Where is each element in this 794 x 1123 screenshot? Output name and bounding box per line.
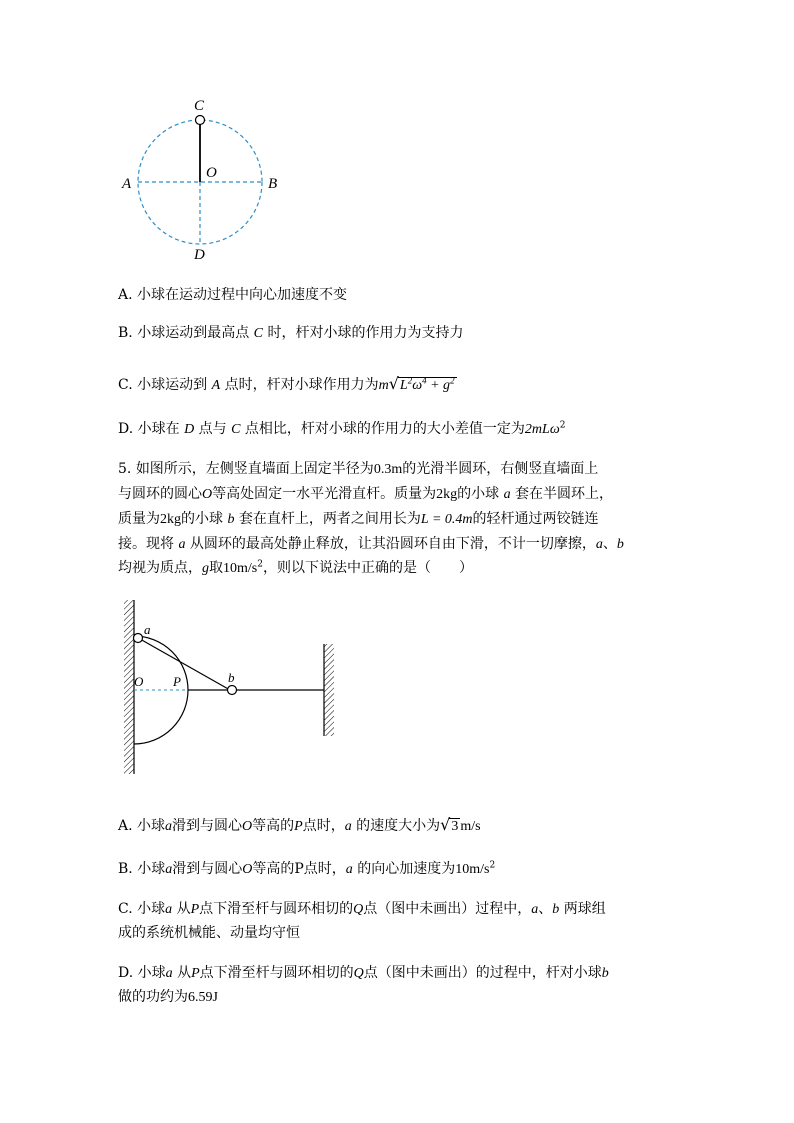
ball-b — [228, 686, 237, 695]
label-O: O — [134, 674, 144, 689]
label-a: a — [144, 622, 151, 637]
label-A: A — [122, 176, 132, 192]
ball — [196, 116, 205, 125]
q5-option-d-line-2: 做的功约为6.59J — [118, 989, 218, 1005]
q4-option-d: D. 小球在 D 点与 C 点相比，杆对小球的作用力的大小差值一定为2mLω$^2$ — [118, 420, 566, 437]
q5-line-5: 均视为质点，g取$10m/s^2$，则以下说法中正确的是（ ） — [118, 559, 473, 576]
circular-motion-figure — [110, 90, 300, 270]
label-b: b — [228, 670, 235, 685]
q5-line-2: 与圆环的圆心O等高处固定一水平光滑直杆。质量为2kg的小球 a 套在半圆环上， — [118, 486, 614, 502]
left-wall — [124, 600, 134, 774]
label-B: B — [268, 176, 278, 192]
light-rod — [140, 639, 230, 690]
q5-option-c: C. 小球a 从P点下滑至杆与圆环相切的Q点（图中未画出）过程中，a、b 两球组 — [118, 901, 606, 917]
q5-line-1: 5. 如图所示，左侧竖直墙面上固定半径为0.3m的光滑半圆环，右侧竖直墙面上 — [118, 461, 599, 477]
semicircle-rod-figure — [118, 598, 348, 778]
label-O: O — [206, 165, 217, 181]
q5-line-4: 接。现将 a 从圆环的最高处静止释放，让其沿圆环自由下滑，不计一切摩擦，a、b — [118, 536, 624, 552]
ball-a — [134, 634, 143, 643]
q4-option-c: C. 小球运动到 A 点时，杆对小球作用力为$m√L^2\omega^4 + g^2$ — [118, 374, 455, 393]
q5-option-d: D. 小球a 从P点下滑至杆与圆环相切的Q点（图中未画出）的过程中，杆对小球b — [118, 965, 609, 981]
label-P: P — [173, 674, 181, 689]
right-wall — [324, 644, 334, 736]
q5-option-a: A. 小球a滑到与圆心O等高的P点时，a 的速度大小为√3 m/s — [118, 815, 481, 834]
q5-option-c-line-2: 成的系统机械能、动量均守恒 — [118, 925, 300, 941]
q5-line-3: 质量为2kg的小球 b 套在直杆上，两者之间用长为L = 0.4m的轻杆通过两铰链连 — [118, 511, 599, 527]
q5-option-b: B. 小球a滑到与圆心O等高的P点时，a 的向心加速度为$10m/s^2$ — [118, 860, 496, 877]
label-D: D — [194, 247, 205, 263]
q4-option-b: B. 小球运动到最高点 C 时，杆对小球的作用力为支持力 — [118, 325, 464, 341]
q4-option-a: A. 小球在运动过程中向心加速度不变 — [118, 287, 348, 303]
label-C: C — [194, 98, 205, 114]
